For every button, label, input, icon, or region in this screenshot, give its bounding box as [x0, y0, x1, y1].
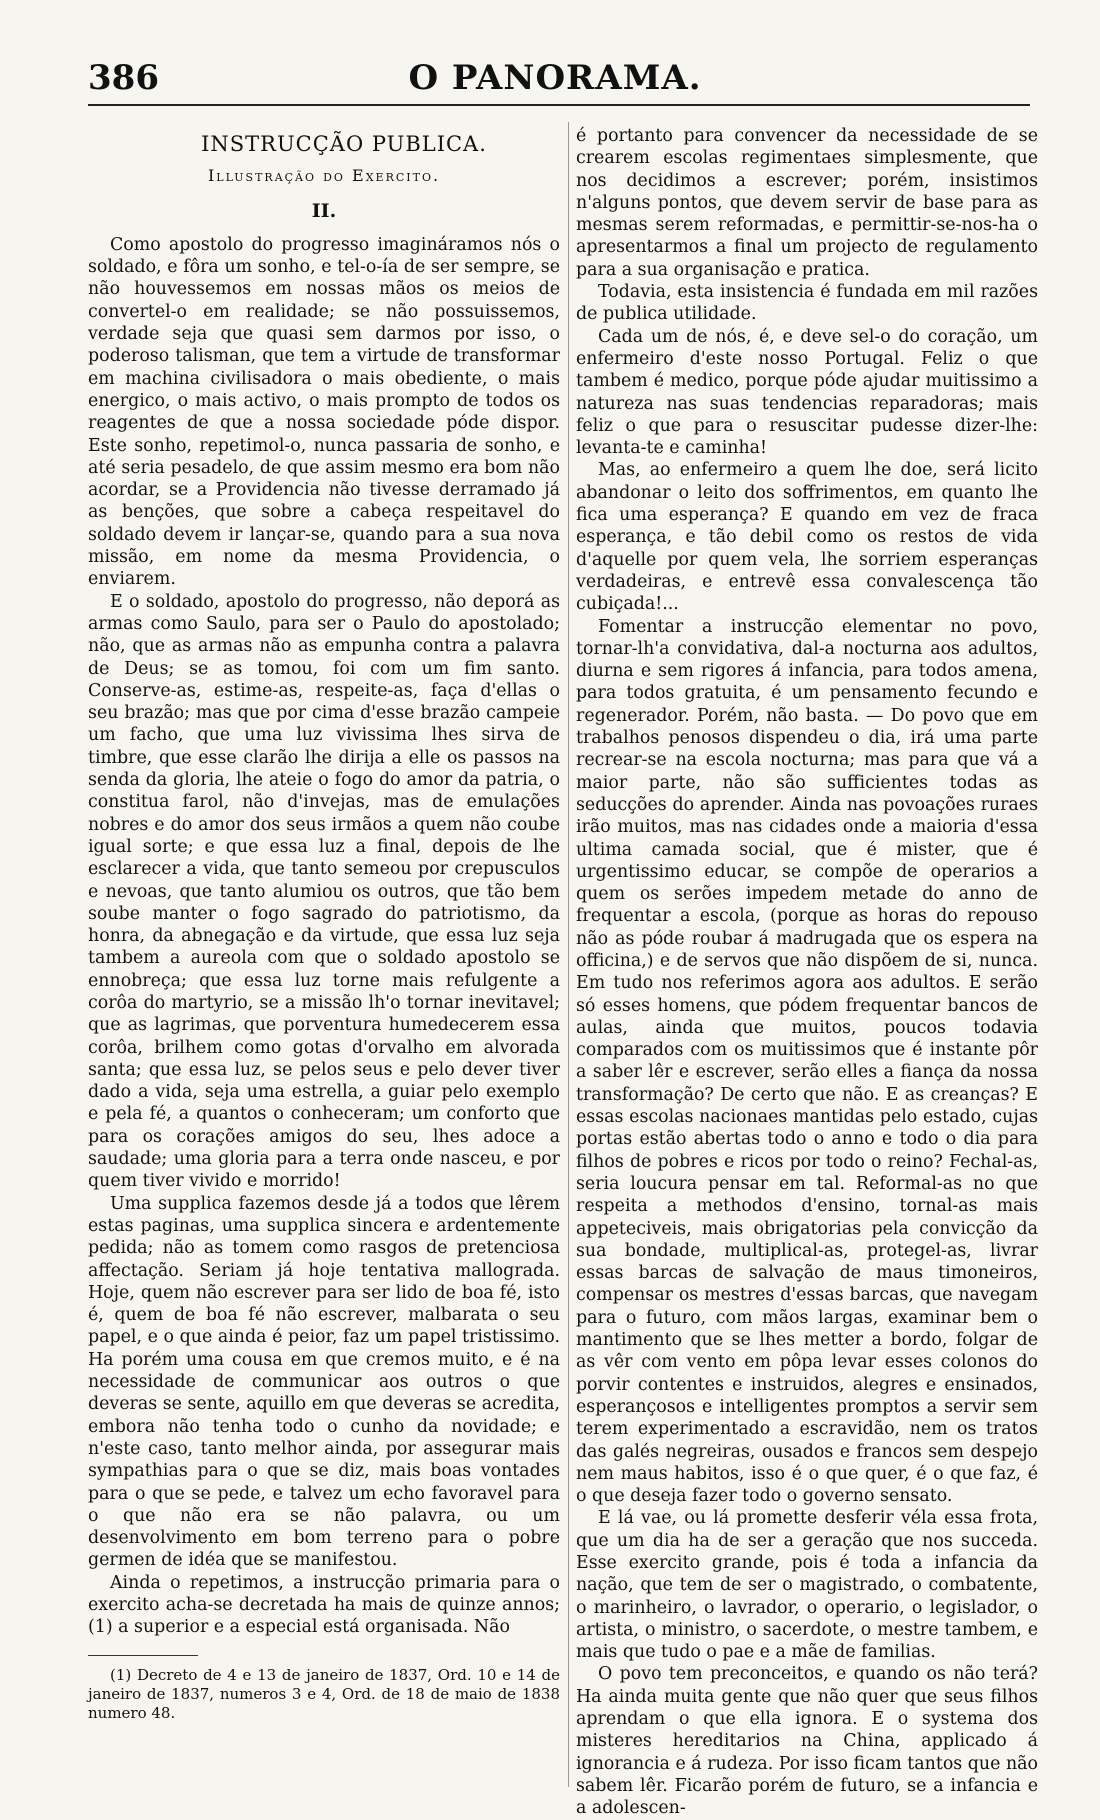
article-subtitle: Illustração do Exercito. — [207, 166, 441, 186]
paragraph: Mas, ao enfermeiro a quem lhe doe, será licito abandonar o leito dos soffrimentos, em quanto lhe fica uma esperança? E quando em vez de fraca esperança, e tão debil como os restos de vida d'aquelle por quem vela, lhe sorriem esperanças verdadeiras, e entrevê essa convalescença tão cubiçada!... — [576, 460, 1038, 615]
paragraph: E o soldado, apostolo do progresso, não deporá as armas como Saulo, para ser o Paulo do apostolado; não, que as armas não as empunha contra a palavra de Deus; se as tomou, foi com um fim santo. Conserve-as, estime-as, respeite-as, faça d'ellas o seu brazão; mas que por cima d'esse brazão campeie um facho, que uma luz vivissima lhes sirva de timbre, que esse clarão lhe dirija a elle os passos na senda da gloria, lhe ateie o fogo do amor da patria, o constitua farol, não d'invejas, mas de emulações nobres e do amor dos seus irmãos a quem não coube igual sorte; e que essa luz a final, depois de lhe esclarecer a vida, que tanto semeou por crepusculos e nevoas, que tanto alumiou os outros, que tão bem soube manter o fogo sagrado do patriotismo, da honra, da abnegação e da virtude, que essa luz seja tambem a aureola com que o soldado apostolo se ennobreça; que essa luz torne mais refulgente a corôa do martyrio, se a missão lh'o tornar inevitavel; que as lagrimas, que porventura humedecerem essa corôa, brilhem como gotas d'orvalho em alvorada santa; que essa luz, se pelos seus e pelo dever tiver dado a vida, seja uma estrella, a guiar pelo exemplo e pela fé, a quantos o conheceram; um conforto que para os corações amigos do seu, lhes adoce a saudade; uma gloria para a terra onde nasceu, e por quem tiver vivido e morrido! — [88, 591, 560, 1192]
right-column — [576, 125, 1038, 1820]
footnote-rule — [88, 1655, 198, 1656]
article-title: INSTRUCÇÃO PUBLICA. — [201, 132, 487, 156]
paragraph: Cada um de nós, é, e deve sel-o do coração, um enfermeiro d'este nosso Portugal. Feliz o que tambem é medico, porque póde ajudar muitissimo a natureza nas suas tendencias reparadoras; mais feliz o que para o resuscitar pudesse dizer-lhe: levanta-te e caminha! — [576, 326, 1038, 459]
page-number: 386 — [88, 58, 159, 98]
left-column — [88, 125, 560, 1723]
paragraph: Como apostolo do progresso imagináramos nós o soldado, e fôra um sonho, e tel-o-ía de ser sempre, se não houvessemos em nossas mãos os meios de convertel-o em realidade; se não possuissemos, verdade seja que quasi sem darmos por isso, o poderoso talisman, que tem a virtude de transformar em machina civilisadora o mais obediente, o mais energico, o mais activo, o mais prompto de todos os reagentes de que a nossa sociedade póde dispor. Este sonho, repetimol-o, nunca passaria de sonho, e até seria pesadelo, de que assim mesmo era bom não acordar, se a Providencia não tivesse derramado já as benções, que sobre a cabeça respeitavel do soldado devem ir lançar-se, quando para a sua nova missão, em nome da mesma Providencia, o enviarem. — [88, 234, 560, 590]
running-title: O PANORAMA. — [408, 58, 702, 98]
paragraph: E lá vae, ou lá promette desferir véla essa frota, que um dia ha de ser a geração que nos succeda. Esse exercito grande, pois é toda a infancia da nação, que tem de ser o magistrado, o combatente, o marinheiro, o lavrador, o operario, o legislador, o artista, o ministro, o sacerdote, o mestre tambem, e mais que tudo o pae e a mãe de familias. — [576, 1508, 1038, 1663]
column-divider — [568, 122, 569, 1787]
footnote: (1) Decreto de 4 e 13 de janeiro de 1837, Ord. 10 e 14 de janeiro de 1837, numeros 3 e 4, Ord. de 18 de maio de 1838 numero 48. — [88, 1665, 560, 1722]
paragraph: Ainda o repetimos, a instrucção primaria para o exercito acha-se decretada ha mais de quinze annos; (1) a superior e a especial está organisada. Não — [88, 1572, 560, 1638]
paragraph: O povo tem preconceitos, e quando os não terá? Ha ainda muita gente que não quer que seus filhos aprendam o que ella ignora. E o systema dos misteres hereditarios na China, applicado á ignorancia e á rudeza. Por isso ficam tantos que não sabem lêr. Ficarão porém de futuro, se a infancia e a adolescen- — [576, 1664, 1038, 1819]
paragraph: é portanto para convencer da necessidade de se crearem escolas regimentaes simplesmente, que nos decidimos a escrever; porém, insistimos n'alguns pontos, que devem servir de base para as mesmas serem reformadas, e permittir-se-nos-ha o apresentarmos a final um projecto de regulamento para a sua organisação e pratica. — [576, 126, 1038, 280]
header-rule — [88, 104, 1030, 106]
paragraph: Uma supplica fazemos desde já a todos que lêrem estas paginas, uma supplica sincera e ardentemente pedida; não as tomem como rasgos de pretenciosa affectação. Seriam já hoje tentativa mallograda. Hoje, quem não escrever para ser lido de boa fé, isto é, quem de boa fé não escrever, malbarata o seu papel, e o que ainda é peior, faz um papel tristissimo. Ha porém uma cousa em que cremos muito, e é na necessidade de communicar aos outros o que deveras se sente, aquillo em que deveras se acredita, embora não tenha todo o cunho da novidade; e n'este caso, tanto melhor ainda, por assegurar mais sympathias para o que se diz, mais boas vontades para o que se pede, e talvez um echo favoravel para o que não era se não palavra, ou um desenvolvimento em bom terreno para o pobre germen de idéa que se manifestou. — [88, 1193, 560, 1571]
page-header — [88, 58, 1022, 102]
paragraph: Fomentar a instrucção elementar no povo, tornar-lh'a convidativa, dal-a nocturna aos adultos, diurna e sem rigores á infancia, para todos amena, para todos gratuita, é um pensamento fecundo e regenerador. Porém, não basta. — Do povo que em trabalhos penosos dispendeu o dia, irá uma parte recrear-se na escola nocturna; mas para que vá a maior parte, não são sufficientes todas as seducções do aprender. Ainda nas povoações ruraes irão muitos, mas nas cidades onde a maioria d'essa ultima camada social, que é mister, que é urgentissimo educar, se compõe de operarios a quem os serões impedem metade do anno de frequentar a escola, (porque as horas do repouso não as póde roubar á madrugada que os espera na officina,) e de servos que não dispõem de si, nunca. Em tudo nos referimos agora aos adultos. E serão só esses homens, que pódem frequentar bancos de aulas, ainda que muitos, poucos todavia comparados com os muitissimos que é instante pôr a saber lêr e escrever, serão elles a fiança da nossa transformação? De certo que não. E as creanças? E essas escolas nacionaes mantidas pelo estado, cujas portas estão abertas todo o anno e todo o dia para filhos de pobres e ricos por todo o reino? Fechal-as, seria loucura pensar em tal. Reformal-as no que respeita a methodos d'ensino, tornal-as mais appeteciveis, mais obrigatorias pela convicção da sua bondade, multiplical-as, protegel-as, livrar essas barcas de salvação de maus timoneiros, compensar os mestres d'essas barcas, que navegam para o futuro, com mãos largas, examinar bem o mantimento que se lhes metter a bordo, folgar de as vêr com vento em pôpa levar esses colonos do porvir contentes e instruidos, alegres e ensinados, esperançosos e intelligentes promptos a servir sem terem experimentado a escravidão, nem os tratos das galés negreiras, ousados e francos sem despejo nem maus habitos, isso é o que quer, é o que faz, é o que deseja fazer todo o governo sensato. — [576, 616, 1038, 1507]
paragraph: Todavia, esta insistencia é fundada em mil razões de publica utilidade. — [576, 282, 1038, 325]
section-number: II. — [311, 199, 337, 222]
